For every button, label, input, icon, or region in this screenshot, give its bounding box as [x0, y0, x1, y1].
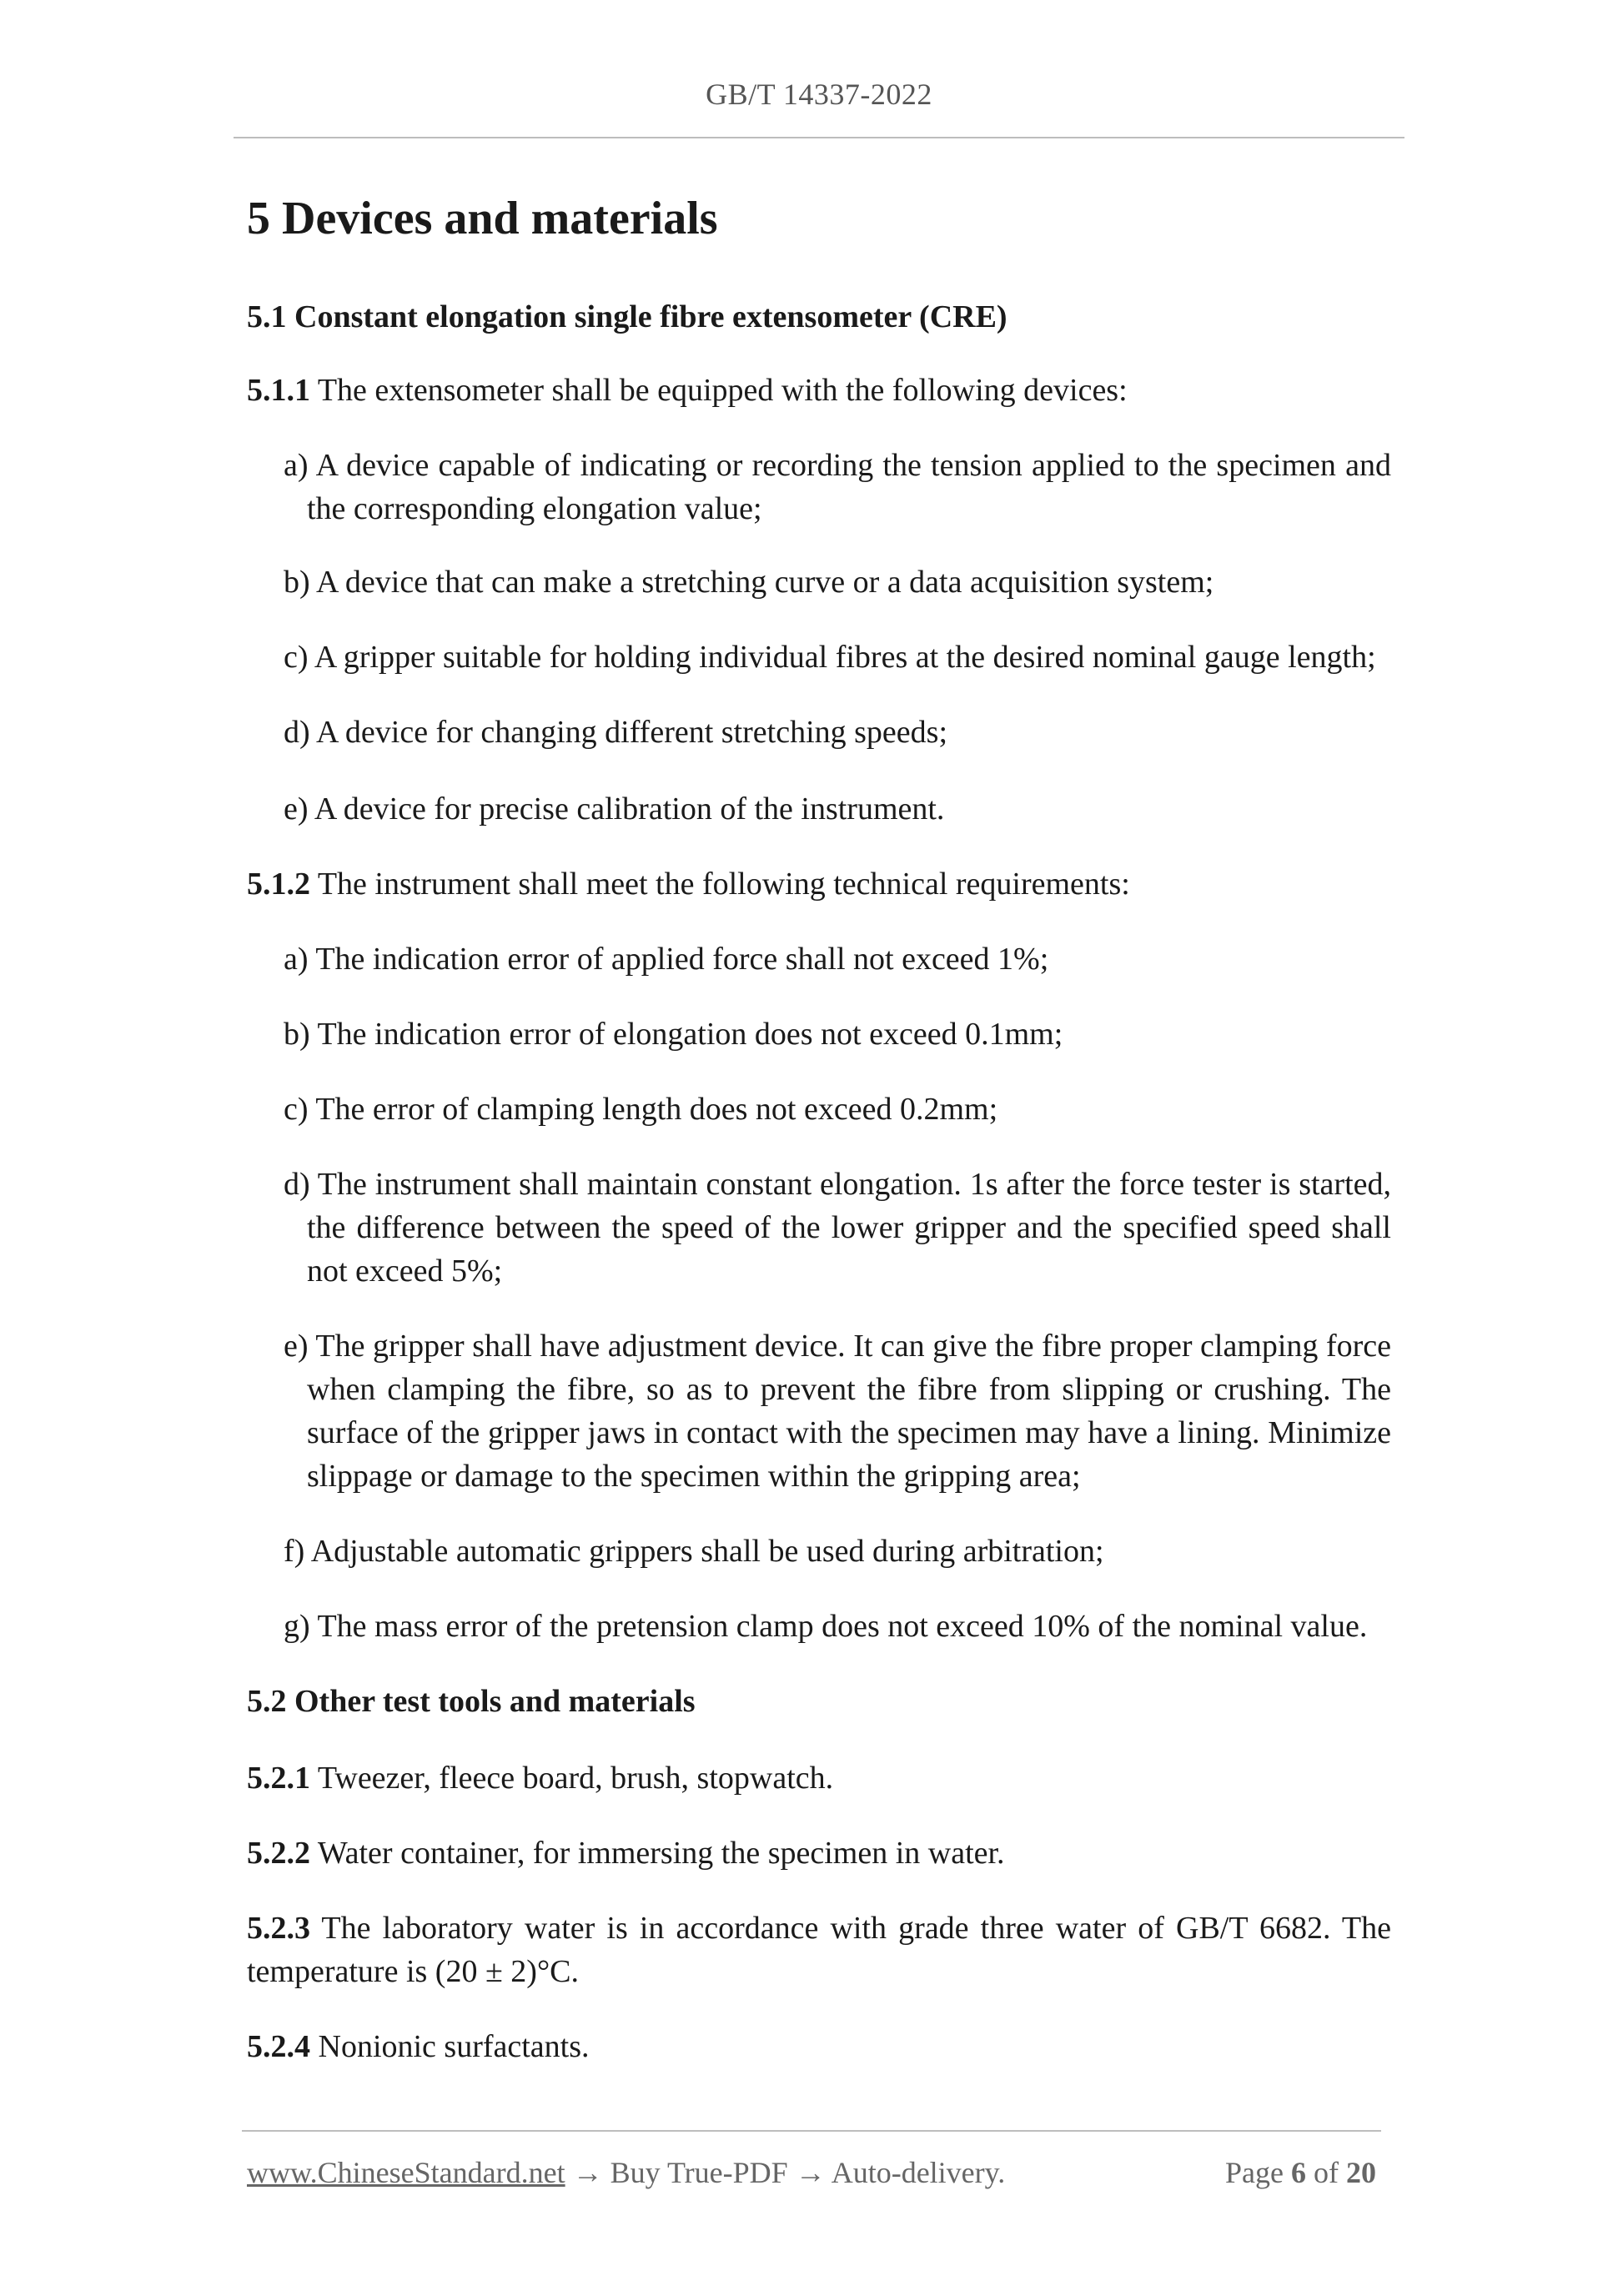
list-item: a) The indication error of applied force shall not exceed 1%; — [284, 942, 1049, 977]
clause-number: 5.2.1 — [247, 1761, 310, 1796]
page-number — [1225, 2155, 1376, 2190]
arrow-icon: → — [787, 2156, 832, 2189]
list-item: f) Adjustable automatic grippers shall be used during arbitration; — [284, 1534, 1104, 1569]
footer-divider — [242, 2130, 1381, 2132]
page-header — [234, 77, 1404, 112]
list-item: e) A device for precise calibration of the instrument. — [284, 791, 945, 826]
clause-5-2-1 — [247, 1756, 833, 1800]
clause-5-2-2 — [247, 1831, 1005, 1875]
clause-5-1-2 — [247, 862, 1130, 906]
clause-5-1-1 — [247, 369, 1128, 412]
clause-number: 5.1.2 — [247, 867, 310, 902]
clause-text: The extensometer shall be equipped with the following devices: — [310, 373, 1128, 408]
list-item: a) A device capable of indicating or recording the tension applied to the specimen and the corresponding elongation value; — [284, 448, 1391, 526]
buy-text: Buy True-PDF — [610, 2156, 788, 2189]
list-item: b) A device that can make a stretching curve or a data acquisition system; — [284, 565, 1214, 600]
delivery-text: Auto-delivery. — [831, 2156, 1006, 2189]
section-heading: 5 Devices and materials — [247, 193, 718, 244]
clause-text: The laboratory water is in accordance with grade three water of GB/T 6682. The temperature is (20 ± 2)°C. — [247, 1911, 1391, 1989]
clause-number: 5.2.4 — [247, 2029, 310, 2064]
list-item: b) The indication error of elongation does not exceed 0.1mm; — [284, 1017, 1063, 1052]
subsection-heading-5-1: 5.1 Constant elongation single fibre extensometer (CRE) — [247, 299, 1007, 334]
clause-5-2-4 — [247, 2025, 590, 2068]
clause-5-2-3 — [247, 1907, 1391, 1993]
header-divider — [234, 137, 1404, 138]
page-label: Page — [1225, 2156, 1284, 2189]
clause-text: Nonionic surfactants. — [310, 2029, 590, 2064]
arrow-icon: → — [565, 2156, 611, 2189]
clause-text: Tweezer, fleece board, brush, stopwatch. — [310, 1761, 834, 1796]
subsection-heading-5-2: 5.2 Other test tools and materials — [247, 1684, 696, 1719]
website-link[interactable]: www.ChineseStandard.net — [247, 2156, 565, 2189]
clause-number: 5.1.1 — [247, 373, 310, 408]
list-item: c) A gripper suitable for holding individual fibres at the desired nominal gauge length; — [284, 640, 1376, 675]
list-item: g) The mass error of the pretension clamp does not exceed 10% of the nominal value. — [284, 1609, 1368, 1644]
total-pages: 20 — [1346, 2156, 1376, 2189]
clause-text: The instrument shall meet the following technical requirements: — [310, 867, 1130, 902]
list-item: d) A device for changing different stretching speeds; — [284, 715, 947, 750]
clause-number: 5.2.2 — [247, 1836, 310, 1871]
list-item: e) The gripper shall have adjustment device. It can give the fibre proper clamping force when clamping the fibre, so as to prevent the fibre from slipping or crushing. The surface of the gripper jaws in contact with the specimen may have a lining. Minimize slippage or damage to the specimen within the gripping area; — [284, 1329, 1391, 1494]
list-item: d) The instrument shall maintain constant elongation. 1s after the force tester is started, the difference between the speed of the lower gripper and the specified speed shall not exceed 5%; — [284, 1167, 1391, 1289]
document-code: GB/T 14337-2022 — [706, 78, 932, 111]
list-item: c) The error of clamping length does not exceed 0.2mm; — [284, 1092, 998, 1127]
clause-text: Water container, for immersing the specimen in water. — [310, 1836, 1005, 1871]
clause-number: 5.2.3 — [247, 1911, 310, 1946]
current-page: 6 — [1291, 2156, 1306, 2189]
footer-promo — [247, 2155, 1005, 2190]
of-label: of — [1314, 2156, 1339, 2189]
